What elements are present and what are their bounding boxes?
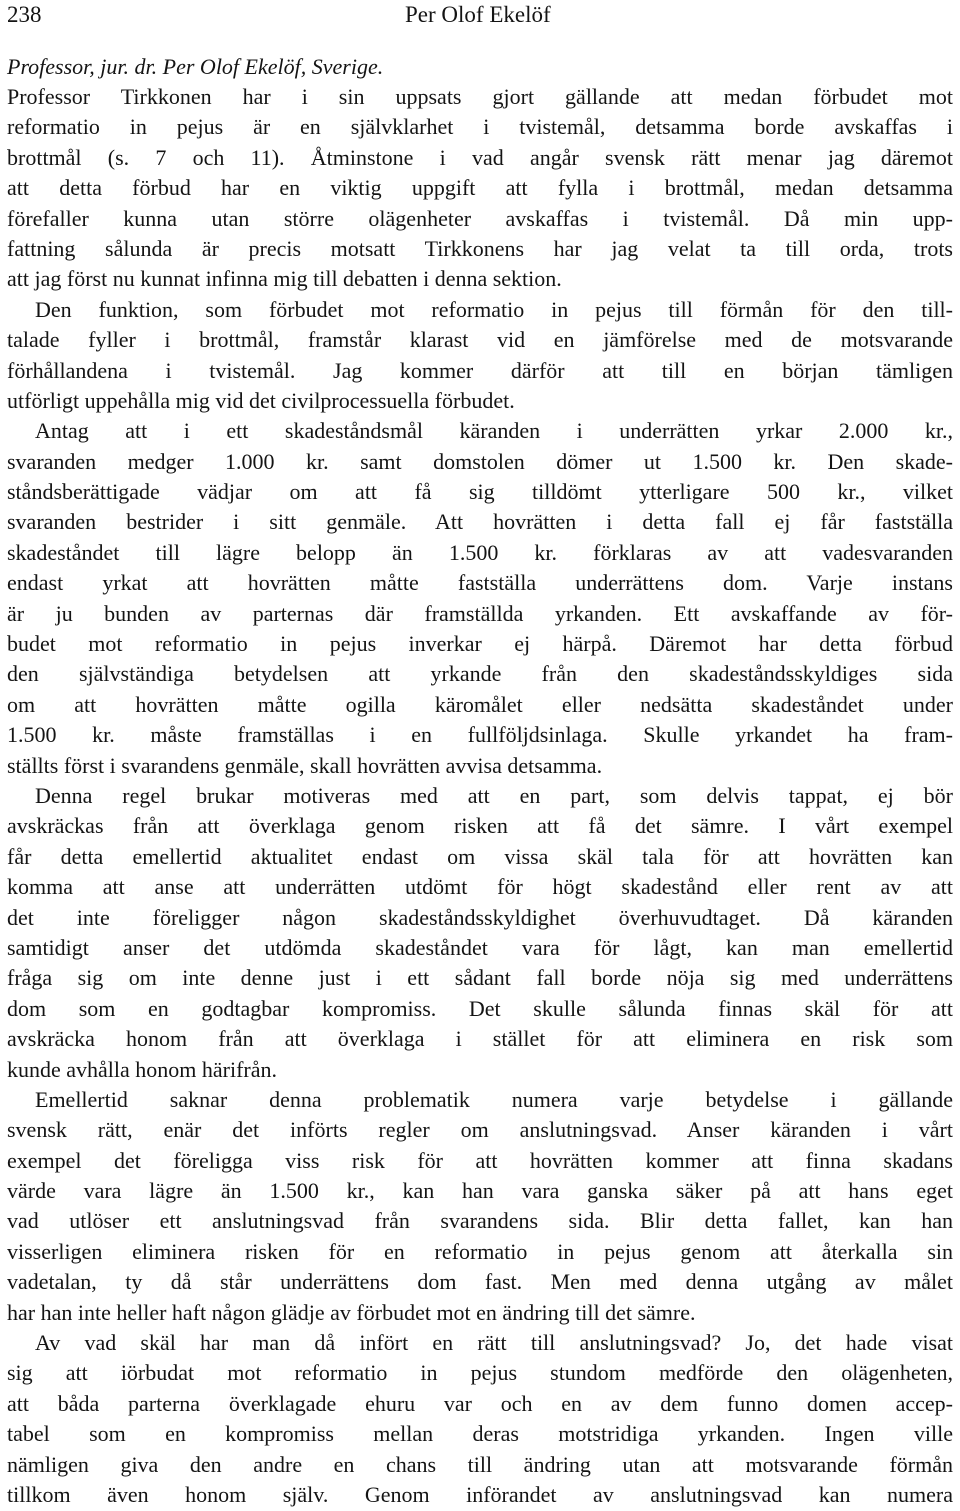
page-header	[7, 0, 953, 30]
text-line: om att hovrätten måtte ogilla käromålet eller nedsätta skadeståndet under	[7, 691, 953, 717]
text-line: Emellertid saknar denna problematik numera varje betydelse i gällande	[35, 1086, 953, 1112]
text-line: fråga sig om inte denne just i ett sådant fall borde nöja sig med underrättens	[7, 965, 953, 991]
paragraph	[7, 1328, 953, 1510]
text-line: Denna regel brukar motiveras med att en part, som delvis tappat, ej bör	[35, 782, 953, 808]
text-line: värde vara lägre än 1.500 kr., kan han vara ganska säker på att hans eget	[7, 1178, 953, 1204]
text-line: får detta emellertid aktualitet endast om vissa skäl tala för att hovrätten kan	[7, 843, 953, 869]
text-line: vadetalan, ty då står underrättens dom fast. Men med denna utgång av målet	[7, 1269, 953, 1295]
text-line: brottmål (s. 7 och 11). Åtminstone i vad angår svensk rätt menar jag däremot	[7, 144, 953, 170]
text-line: ställts först i svarandens genmäle, skall hovrätten avvisa detsamma.	[7, 752, 603, 778]
page-number: 238	[7, 2, 42, 27]
text-line: Den funktion, som förbudet mot reformatio in pejus till förmån för den till-	[35, 296, 953, 322]
text-line: är ju bunden av parternas där framställda yrkanden. Ett avskaffande av för-	[7, 600, 953, 626]
author-line: Professor, jur. dr. Per Olof Ekelöf, Sverige.	[7, 54, 384, 79]
text-line: budet mot reformatio in pejus inverkar ej härpå. Däremot har detta förbud	[7, 631, 953, 657]
text-line: tabel som en kompromiss mellan deras motstridiga yrkanden. Ingen ville	[7, 1421, 953, 1447]
text-line: förefaller kunna utan större olägenheter avskaffas i tvistemål. Då min upp-	[7, 205, 953, 231]
text-line: utförligt uppehålla mig vid det civilprocessuella förbudet.	[7, 387, 515, 413]
text-line: att jag först nu kunnat infinna mig till debatten i denna sektion.	[7, 266, 562, 292]
text-line: vad utlöser ett anslutningsvad från svarandens sida. Blir detta fallet, kan han	[7, 1208, 953, 1234]
text-line: avskräcka honom från att överklaga i stället för att eliminera en risk som	[7, 1026, 953, 1052]
text-line: har han inte heller haft någon glädje av förbudet mot en ändring till det sämre.	[7, 1299, 696, 1325]
text-line: förhållandena i tvistemål. Jag kommer därför att till en början tämligen	[7, 357, 953, 383]
text-line: tillkom även honom själv. Genom införandet av anslutningsvad kan numera	[7, 1481, 953, 1507]
text-line: exempel det föreligga viss risk för att hovrätten kommer att finna skadans	[7, 1147, 953, 1173]
text-line: svaranden medger 1.000 kr. samt domstolen dömer ut 1.500 kr. Den skade-	[7, 448, 953, 474]
text-line: det inte föreligger någon skadeståndsskyldighet överhuvudtaget. Då käranden	[7, 904, 953, 930]
paragraph	[7, 416, 953, 781]
text-line: att båda parterna överklagade ehuru var och en av dem funno domen accep-	[7, 1390, 953, 1416]
paragraph	[7, 781, 953, 1085]
text-line: ståndsberättigade vädjar om att få sig tilldömt ytterligare 500 kr., vilket	[7, 479, 953, 505]
paragraph	[7, 295, 953, 417]
text-line: visserligen eliminera risken för en reformatio in pejus genom att återkalla sin	[7, 1238, 953, 1264]
text-line: samtidigt anser det utdömda skadeståndet vara för lågt, kan man emellertid	[7, 934, 953, 960]
text-line: avskräckas från att överklaga genom risken att få det sämre. I vårt exempel	[7, 813, 953, 839]
text-line: svaranden bestrider i sitt genmäle. Att hovrätten i detta fall ej får fastställa	[7, 509, 953, 535]
text-line: svensk rätt, enär det införts regler om anslutningsvad. Anser käranden i vårt	[7, 1117, 953, 1143]
body-text	[7, 82, 953, 1510]
text-line: nämligen giva den andre en chans till ändring utan att motsvarande förmån	[7, 1451, 953, 1477]
text-line: komma att anse att underrätten utdömt för högt skadestånd eller rent av att	[7, 874, 953, 900]
paragraph	[7, 1085, 953, 1328]
text-line: Antag att i ett skadeståndsmål käranden i underrätten yrkar 2.000 kr.,	[35, 418, 953, 444]
paragraph	[7, 82, 953, 295]
text-line: den självständiga betydelsen att yrkande från den skadeståndsskyldiges sida	[7, 661, 953, 687]
text-line: Professor Tirkkonen har i sin uppsats gjort gällande att medan förbudet mot	[7, 84, 953, 109]
text-line: sig att iörbudat mot reformatio in pejus stundom medförde den olägenheten,	[7, 1360, 953, 1386]
text-line: skadeståndet till lägre belopp än 1.500 kr. förklaras av att vadesvaranden	[7, 539, 953, 565]
text-line: talade fyller i brottmål, framstår klarast vid en jämförelse med de motsvarande	[7, 327, 953, 353]
text-line: 1.500 kr. måste framställas i en fullföljdsinlaga. Skulle yrkandet ha fram-	[7, 722, 953, 748]
text-line: Av vad skäl har man då infört en rätt till anslutningsvad? Jo, det hade visat	[35, 1330, 953, 1356]
document-page	[7, 0, 953, 1510]
text-line: fattning sålunda är precis motsatt Tirkkonens har jag velat ta till orda, trots	[7, 235, 953, 261]
text-line: endast yrkat att hovrätten måtte fastställa underrättens dom. Varje instans	[7, 570, 953, 596]
text-line: reformatio in pejus är en självklarhet i tvistemål, detsamma borde avskaffas i	[7, 114, 953, 140]
text-line: kunde avhålla honom härifrån.	[7, 1056, 278, 1082]
text-line: att detta förbud har en viktig uppgift att fylla i brottmål, medan detsamma	[7, 175, 953, 201]
running-head: Per Olof Ekelöf	[405, 2, 551, 27]
text-line: dom som en godtagbar kompromiss. Det skulle sålunda finnas skäl för att	[7, 995, 953, 1021]
